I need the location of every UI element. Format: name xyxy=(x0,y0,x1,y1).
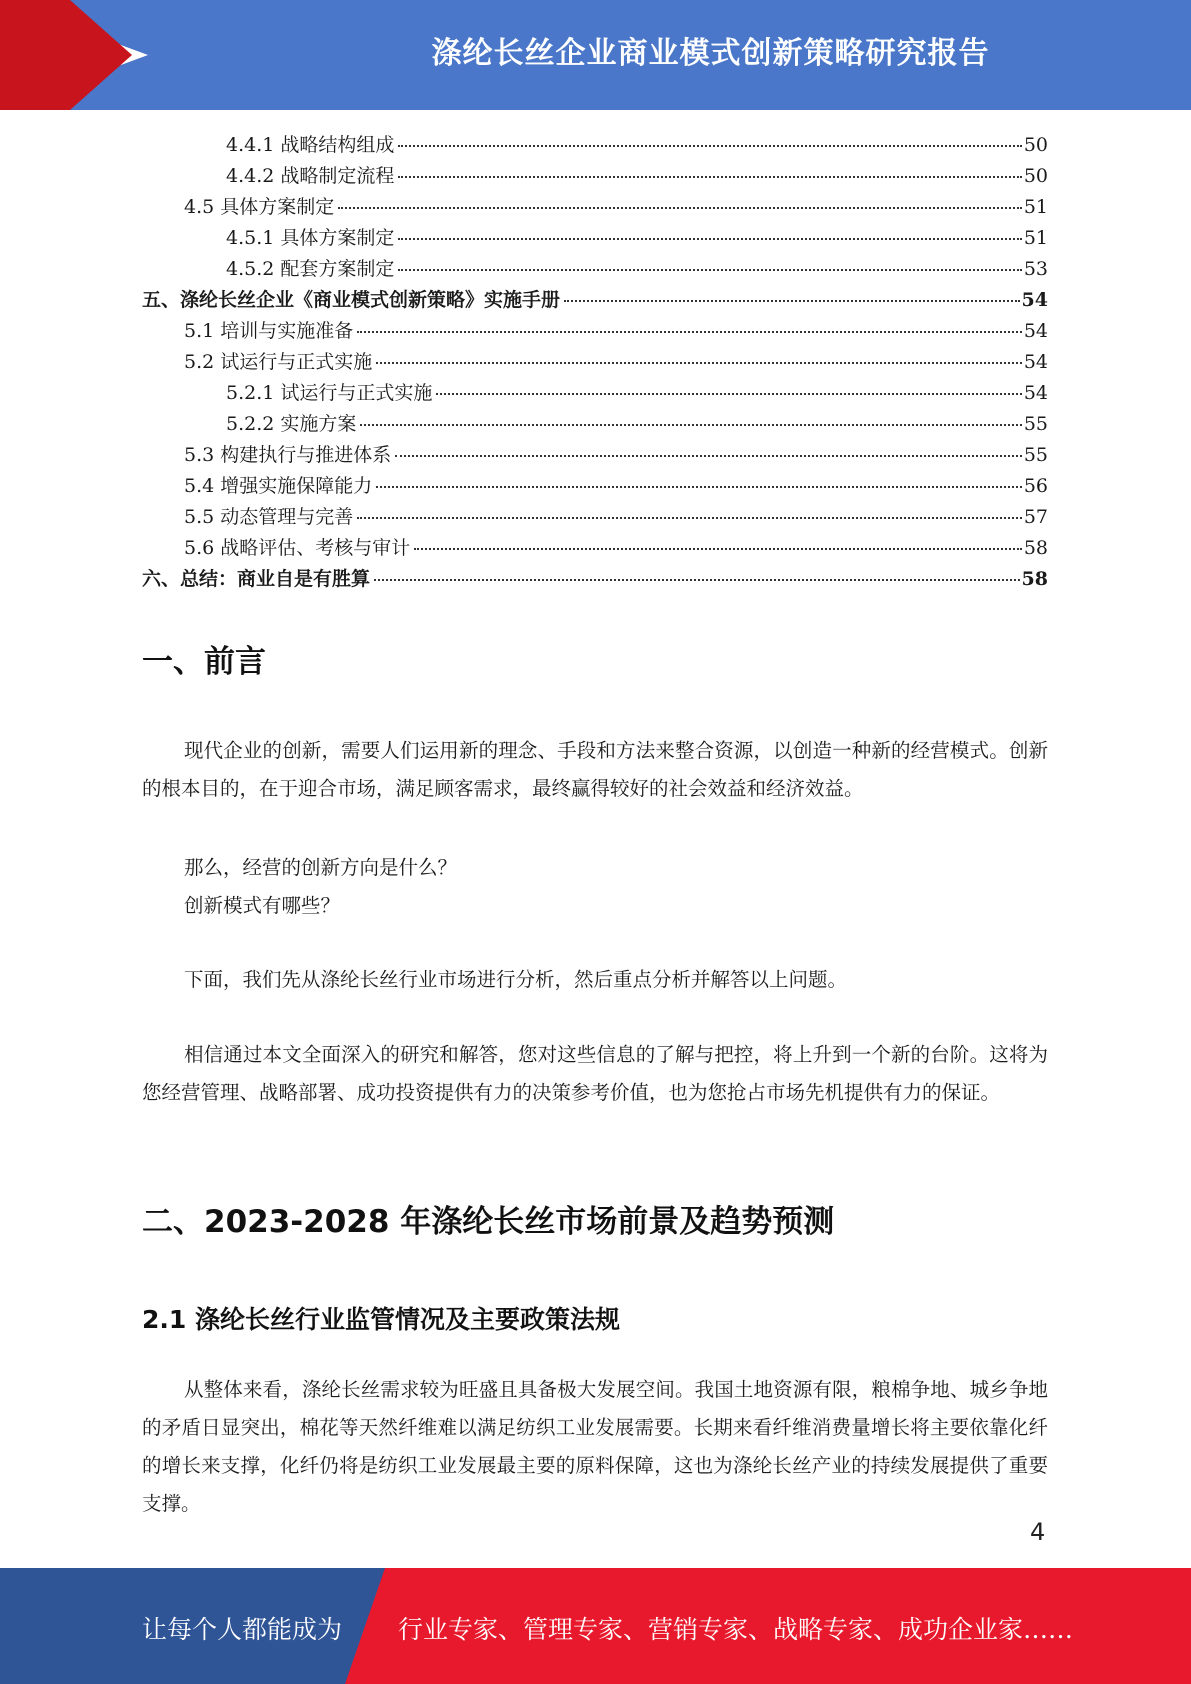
toc-leader-dots xyxy=(360,424,1021,426)
toc-leader-dots xyxy=(376,486,1022,488)
toc-entry[interactable] xyxy=(142,502,1048,533)
toc-entry-title: 五、涤纶长丝企业《商业模式创新策略》实施手册 xyxy=(142,289,561,311)
toc-entry-title: 5.2.2 实施方案 xyxy=(226,413,357,435)
toc-entry[interactable] xyxy=(142,254,1048,285)
toc-entry-page: 54 xyxy=(1023,320,1048,342)
paragraph: 现代企业的创新，需要人们运用新的理念、手段和方法来整合资源，以创造一种新的经营模式。创新的根本目的，在于迎合市场，满足顾客需求，最终赢得较好的社会效益和经济效益。 xyxy=(142,739,1048,800)
toc-entry-title: 六、总结：商业自是有胜算 xyxy=(142,568,371,590)
toc-entry-title: 5.2 试运行与正式实施 xyxy=(184,351,373,373)
header-red-block xyxy=(0,0,70,110)
toc-entry-page: 55 xyxy=(1023,444,1048,466)
toc-leader-dots xyxy=(398,176,1021,178)
toc-leader-dots xyxy=(398,238,1021,240)
footer-slogan-right: 行业专家、管理专家、营销专家、战略专家、成功企业家…… xyxy=(398,1615,1074,1644)
page-footer xyxy=(0,1568,1191,1684)
question-line: 创新模式有哪些？ xyxy=(184,894,341,917)
toc-leader-dots xyxy=(398,269,1021,271)
toc-entry[interactable] xyxy=(142,285,1048,316)
toc-entry-page: 58 xyxy=(1021,568,1048,590)
toc-entry-page: 56 xyxy=(1023,475,1048,497)
toc-entry-title: 5.4 增强实施保障能力 xyxy=(184,475,373,497)
toc-entry-page: 57 xyxy=(1023,506,1048,528)
toc-leader-dots xyxy=(338,207,1022,209)
toc-entry[interactable] xyxy=(142,533,1048,564)
toc-entry-title: 5.1 培训与实施准备 xyxy=(184,320,354,342)
toc-entry-page: 54 xyxy=(1021,289,1048,311)
report-title: 涤纶长丝企业商业模式创新策略研究报告 xyxy=(431,36,990,71)
toc-entry-title: 5.2.1 试运行与正式实施 xyxy=(226,382,433,404)
toc-entry-title: 4.4.2 战略制定流程 xyxy=(226,165,395,187)
page-number: 4 xyxy=(1030,1518,1046,1546)
toc-entry-title: 5.6 战略评估、考核与审计 xyxy=(184,537,411,559)
toc-leader-dots xyxy=(395,455,1022,457)
toc-entry-page: 54 xyxy=(1023,382,1048,404)
toc-leader-dots xyxy=(564,300,1020,302)
toc-entry[interactable] xyxy=(142,316,1048,347)
toc-entry-page: 54 xyxy=(1023,351,1048,373)
toc-leader-dots xyxy=(398,145,1021,147)
toc-entry-page: 53 xyxy=(1023,258,1048,280)
toc-leader-dots xyxy=(414,548,1022,550)
toc-entry[interactable] xyxy=(142,378,1048,409)
toc-leader-dots xyxy=(357,517,1022,519)
toc-leader-dots xyxy=(376,362,1022,364)
toc-entry[interactable] xyxy=(142,409,1048,440)
toc-entry-title: 4.5.1 具体方案制定 xyxy=(226,227,395,249)
toc-leader-dots xyxy=(436,393,1021,395)
toc-entry[interactable] xyxy=(142,347,1048,378)
toc-entry-page: 50 xyxy=(1023,165,1048,187)
footer-slogan-left: 让每个人都能成为 xyxy=(142,1615,343,1644)
toc-entry-page: 55 xyxy=(1023,413,1048,435)
toc-entry-page: 50 xyxy=(1023,134,1048,156)
footer-blue-slant xyxy=(345,1568,385,1684)
toc-entry-page: 51 xyxy=(1023,227,1048,249)
header-red-arrow xyxy=(70,0,132,110)
section-heading-preface: 一、前言 xyxy=(142,644,266,680)
toc-entry[interactable] xyxy=(142,192,1048,223)
subsection-heading: 2.1 涤纶长丝行业监管情况及主要政策法规 xyxy=(142,1305,620,1334)
toc-entry-title: 4.5 具体方案制定 xyxy=(184,196,335,218)
toc-leader-dots xyxy=(357,331,1022,333)
toc-entry-title: 5.3 构建执行与推进体系 xyxy=(184,444,392,466)
page-header xyxy=(0,0,1191,110)
toc-entry-title: 4.5.2 配套方案制定 xyxy=(226,258,395,280)
toc-leader-dots xyxy=(374,579,1020,581)
paragraph: 下面，我们先从涤纶长丝行业市场进行分析，然后重点分析并解答以上问题。 xyxy=(184,968,848,991)
section-heading-market-outlook: 二、2023-2028 年涤纶长丝市场前景及趋势预测 xyxy=(142,1204,835,1240)
toc-entry[interactable] xyxy=(142,223,1048,254)
table-of-contents xyxy=(142,130,1048,595)
paragraph: 从整体来看，涤纶长丝需求较为旺盛且具备极大发展空间。我国土地资源有限，粮棉争地、城乡争地的矛盾日显突出，棉花等天然纤维难以满足纺织工业发展需要。长期来看纤维消费量增长将主要依靠化纤的增长来支撑，化纤仍将是纺织工业发展最主要的原料保障，这也为涤纶长丝产业的持续发展提供了重要支撑。 xyxy=(142,1378,1048,1515)
toc-entry[interactable] xyxy=(142,130,1048,161)
toc-entry[interactable] xyxy=(142,564,1048,595)
paragraph: 相信通过本文全面深入的研究和解答，您对这些信息的了解与把控，将上升到一个新的台阶。这将为您经营管理、战略部署、成功投资提供有力的决策参考价值，也为您抢占市场先机提供有力的保证。 xyxy=(142,1043,1048,1104)
question-line: 那么，经营的创新方向是什么？ xyxy=(184,856,458,879)
toc-entry[interactable] xyxy=(142,161,1048,192)
toc-entry-title: 4.4.1 战略结构组成 xyxy=(226,134,395,156)
toc-entry-page: 51 xyxy=(1023,196,1048,218)
toc-entry[interactable] xyxy=(142,471,1048,502)
toc-entry[interactable] xyxy=(142,440,1048,471)
toc-entry-title: 5.5 动态管理与完善 xyxy=(184,506,354,528)
toc-entry-page: 58 xyxy=(1023,537,1048,559)
